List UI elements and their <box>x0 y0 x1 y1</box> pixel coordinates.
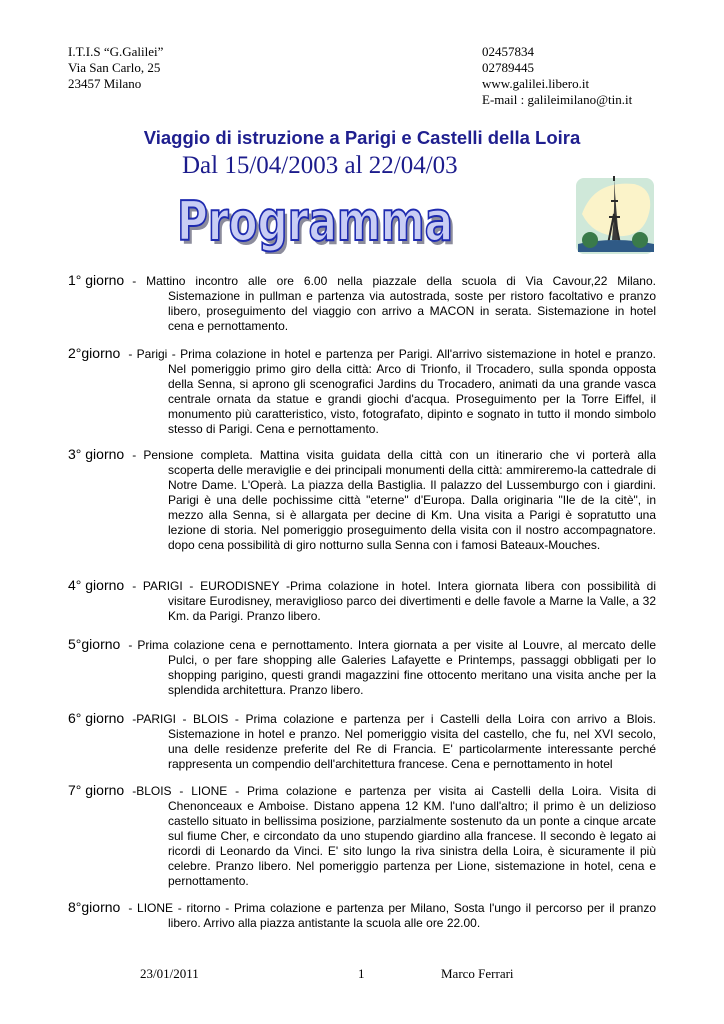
day-7-block <box>68 783 656 889</box>
day-3-text: scoperta delle meraviglie e dei principali monumenti della città: ammireremo-la cattedrale di Notre Dame. L'Operà. La piazza della Bastiglia. Il palazzo del Lussemburgo con i giardini. Parigi è una delle pochissime città "eterne" d'Europa. Dalla originaria "Ile de la citè", in mezzo alla Senna, si è allargata per decine di Km. Una visita a Parigi è sopratutto una lezione di storia. Nel pomeriggio proseguimento della visita con il nostro accompagnatore. dopo cena possibilità di giro notturno sulla Senna con i famosi Bateaux-Mouches. <box>168 463 656 552</box>
day-1-label: 1° giorno <box>68 272 125 288</box>
day-8-lead: - LIONE - ritorno - Prima colazione e partenza per Milano, Sosta l'ungo il percorso per il pranzo <box>128 901 656 915</box>
trip-dates: Dal 15/04/2003 al 22/04/03 <box>182 152 458 179</box>
day-7-label: 7° giorno <box>68 782 125 798</box>
day-5-text: Pulci, o per fare shopping alle Galeries Lafayette e Printemps, passaggi obbligati per lo shopping parigino, questi grandi magazzini fine ottocento meritano una visita anche per la splendida architettura. Pranzo libero. <box>168 653 656 697</box>
day-6-label: 6° giorno <box>68 710 125 726</box>
day-6-block <box>68 711 656 772</box>
day-1-lead: - Mattino incontro alle ore 6.00 nella piazzale della scuola di Via Cavour,22 Milano. <box>132 274 656 288</box>
day-4-label: 4° giorno <box>68 577 125 593</box>
day-8-label: 8°giorno <box>68 899 121 915</box>
programma-wordart-banner <box>176 188 466 254</box>
school-name: I.T.I.S “G.Galilei” <box>68 44 164 59</box>
day-4-lead: - PARIGI - EURODISNEY -Prima colazione in hotel. Intera giornata libera con possibilità di <box>132 579 656 593</box>
day-4-text: visitare Eurodisney, meraviglioso parco dei divertimenti e delle favole a Marne la Valle, a 32 Km. da Parigi. Pranzo libero. <box>168 594 656 623</box>
programma-wordart-shadow: Programma <box>180 194 456 254</box>
website: www.galilei.libero.it <box>482 76 590 91</box>
eiffel-tower-icon <box>574 174 656 256</box>
day-2-block <box>68 346 656 437</box>
day-3-lead: - Pensione completa. Mattina visita guidata della città con un itinerario che vi porterà alla <box>132 448 656 462</box>
school-street: Via San Carlo, 25 <box>68 60 161 75</box>
school-contact-block <box>482 44 632 108</box>
day-6-text: Sistemazione in hotel e pranzo. Nel pomeriggio visita del castello, che fu, nel XVI secolo, una delle residenze preferite del Re di Francia. E' particolarmente interessante perché rappresenta un compendio dell'architettura francese. Cena e pernottamento in hotel <box>168 727 656 771</box>
programma-wordart-text: Programma <box>177 190 453 253</box>
day-7-text: Chenonceaux e Amboise. Distano appena 12 KM. l'uno dall'altro; il primo è un delizioso castello situato in bellissima posizione, parzialmente sostenuto da un ponte a cinque arcate sul fiume Cher, e circondato da uno stupendo giardino alla francese. Il secondo è legato ai ricordi di Leonardo da Vinci. E' sito lungo la riva sinistra della Loira, è sicuramente il più celebre. Pranzo libero. Nel pomeriggio partenza per Lione, sistemazione in hotel, cena e pernottamento. <box>168 799 656 888</box>
school-city: 23457 Milano <box>68 76 142 91</box>
school-address-block <box>68 44 163 92</box>
day-2-text: Nel pomeriggio primo giro della città: Arco di Trionfo, il Trocadero, sulla sponda opposta della Senna, si aprono gli scenografici Jardins du Trocadero, animati da una grande vasca centrale ornata da statue e grandi giochi d'acqua. Proseguimento per la Torre Eiffel, il monumento più caratteristico, visto, fotografato, dipinto e sognato in tutto il mondo simbolo stesso di Parigi. Cena e pernottamento. <box>168 362 656 436</box>
phone-2: 02789445 <box>482 60 534 75</box>
footer-page-number: 1 <box>358 966 365 981</box>
trip-title: Viaggio di istruzione a Parigi e Castelli della Loira <box>143 127 581 148</box>
day-2-label: 2°giorno <box>68 345 121 361</box>
day-3-label: 3° giorno <box>68 446 125 462</box>
phone-1: 02457834 <box>482 44 534 59</box>
email: E-mail : galileimilano@tin.it <box>482 92 633 107</box>
day-2-lead: - Parigi - Prima colazione in hotel e partenza per Parigi. All'arrivo sistemazione in hotel e pranzo. <box>128 347 656 361</box>
day-5-label: 5°giorno <box>68 636 121 652</box>
day-5-lead: - Prima colazione cena e pernottamento. Intera giornata a per visite al Louvre, al mercato delle <box>128 638 656 652</box>
footer-author: Marco Ferrari <box>441 966 514 981</box>
day-7-lead: -BLOIS - LIONE - Prima colazione e partenza per visita ai Castelli della Loira. Visita di <box>132 784 656 798</box>
day-1-block <box>68 273 656 334</box>
day-8-text: libero. Arrivo alla piazza antistante la scuola alle ore 22.00. <box>168 916 481 930</box>
day-3-block <box>68 447 656 553</box>
footer-date: 23/01/2011 <box>140 966 199 981</box>
day-8-block <box>68 900 656 931</box>
day-4-block <box>68 578 656 624</box>
day-1-text: Sistemazione in pullman e partenza via autostrada, soste per ristoro facoltativo e pranzo libero, proseguimento del viaggio con arrivo a MACON in serata. Sistemazione in hotel cena e pernottamento. <box>168 289 656 333</box>
day-6-lead: -PARIGI - BLOIS - Prima colazione e partenza per i Castelli della Loira con arrivo a Blois. <box>132 712 656 726</box>
day-5-block <box>68 637 656 698</box>
